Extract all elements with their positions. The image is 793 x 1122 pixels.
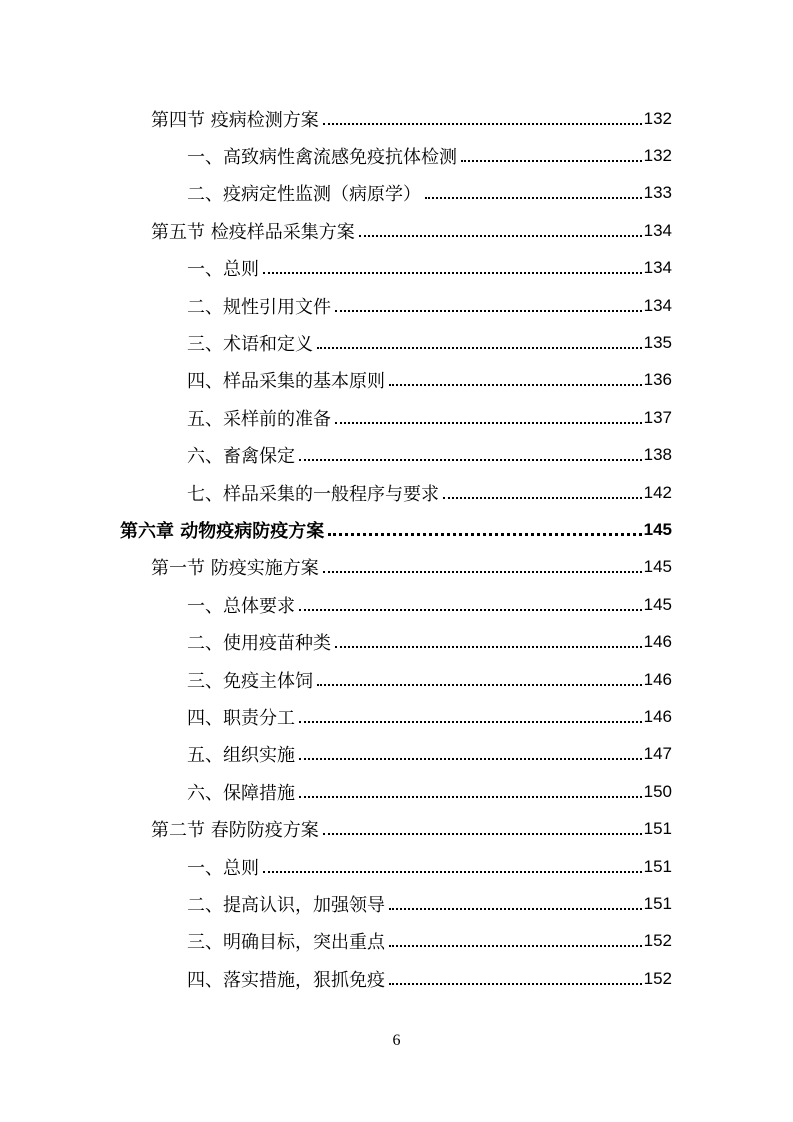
dot-leader [263,853,642,873]
dot-leader [299,778,642,798]
toc-entry-title: 二、提高认识，加强领导 [187,894,385,916]
dot-leader [389,890,642,910]
toc-entry-item[interactable] [0,399,793,436]
toc-entry-title: 第六章 动物疫病防疫方案 [120,520,325,542]
toc-entry-page-number: 135 [643,333,672,353]
toc-entry-title: 七、样品采集的一般程序与要求 [187,483,439,505]
toc-entry-item[interactable] [0,324,793,361]
dot-leader [263,254,642,274]
toc-entry-section[interactable] [0,549,793,586]
toc-entry-item[interactable] [0,250,793,287]
toc-entry-title: 三、明确目标，突出重点 [187,932,385,954]
toc-entry-page-number: 146 [643,669,672,689]
toc-entry-title: 第二节 春防防疫方案 [151,820,319,842]
toc-entry-title: 二、疫病定性监测（病原学） [187,184,421,206]
toc-entry-page-number: 134 [643,295,672,315]
dot-leader [461,142,642,162]
dot-leader [389,927,642,947]
toc-entry-page-number: 134 [643,258,672,278]
toc-entry-page-number: 137 [643,407,672,427]
toc-entry-item[interactable] [0,773,793,810]
toc-entry-item[interactable] [0,362,793,399]
toc-entry-page-number: 152 [643,968,672,988]
toc-entry-item[interactable] [0,474,793,511]
dot-leader [323,105,642,125]
toc-entry-title: 四、职责分工 [187,707,295,729]
toc-entry-page-number: 145 [643,557,672,577]
toc-entry-section[interactable] [0,212,793,249]
toc-entry-page-number: 146 [643,632,672,652]
toc-entry-page-number: 133 [643,183,672,203]
dot-leader [443,479,642,499]
dot-leader [317,666,642,686]
toc-entry-title: 二、使用疫苗种类 [187,633,331,655]
toc-entry-title: 第一节 防疫实施方案 [151,558,319,580]
toc-entry-page-number: 145 [643,594,672,614]
toc-entry-item[interactable] [0,623,793,660]
toc-entry-item[interactable] [0,137,793,174]
toc-entry-title: 五、采样前的准备 [187,408,331,430]
toc-entry-page-number: 151 [643,819,672,839]
dot-leader [299,591,642,611]
dot-leader [389,366,642,386]
toc-entry-page-number: 132 [643,146,672,166]
toc-entry-item[interactable] [0,848,793,885]
toc-entry-page-number: 145 [643,519,672,539]
dot-leader [299,441,642,461]
toc-entry-title: 第四节 疫病检测方案 [151,109,319,131]
toc-entry-chapter[interactable] [0,511,793,548]
dot-leader [335,404,642,424]
toc-entry-item[interactable] [0,923,793,960]
toc-entry-section[interactable] [0,100,793,137]
toc-entry-title: 一、总则 [187,857,259,879]
toc-entry-item[interactable] [0,661,793,698]
page-number: 6 [392,1032,401,1049]
dot-leader [328,515,641,536]
toc-entry-item[interactable] [0,960,793,997]
toc-entry-item[interactable] [0,287,793,324]
toc-entry-item[interactable] [0,698,793,735]
toc-entry-section[interactable] [0,810,793,847]
toc-entry-title: 六、保障措施 [187,782,295,804]
toc-entry-page-number: 152 [643,931,672,951]
toc-entry-page-number: 146 [643,706,672,726]
dot-leader [335,628,642,648]
dot-leader [335,292,642,312]
toc-entry-page-number: 151 [643,893,672,913]
dot-leader [389,965,642,985]
toc-entry-page-number: 150 [643,781,672,801]
dot-leader [317,329,642,349]
dot-leader [299,740,642,760]
toc-entry-title: 三、术语和定义 [187,334,313,356]
toc-entry-title: 第五节 检疫样品采集方案 [151,221,355,243]
dot-leader [323,815,642,835]
toc-entry-title: 五、组织实施 [187,745,295,767]
dot-leader [299,703,642,723]
toc-entry-title: 四、样品采集的基本原则 [187,371,385,393]
toc-entry-title: 四、落实措施，狠抓免疫 [187,969,385,991]
toc-entry-page-number: 136 [643,370,672,390]
toc-entry-title: 一、总体要求 [187,595,295,617]
toc-entry-item[interactable] [0,437,793,474]
toc-entry-page-number: 138 [643,445,672,465]
toc-entry-page-number: 132 [643,108,672,128]
toc-entry-page-number: 142 [643,482,672,502]
dot-leader [359,217,642,237]
toc-entry-item[interactable] [0,175,793,212]
toc-entry-item[interactable] [0,586,793,623]
toc-entry-title: 一、高致病性禽流感免疫抗体检测 [187,147,457,169]
toc-entry-page-number: 147 [643,744,672,764]
toc-entry-title: 二、规性引用文件 [187,296,331,318]
toc-entry-title: 一、总则 [187,259,259,281]
dot-leader [425,179,642,199]
toc-entry-title: 三、免疫主体饲 [187,670,313,692]
toc-entry-page-number: 151 [643,856,672,876]
dot-leader [323,553,642,573]
table-of-contents [0,100,793,997]
toc-entry-item[interactable] [0,885,793,922]
toc-entry-page-number: 134 [643,220,672,240]
toc-entry-title: 六、畜禽保定 [187,446,295,468]
toc-entry-item[interactable] [0,736,793,773]
